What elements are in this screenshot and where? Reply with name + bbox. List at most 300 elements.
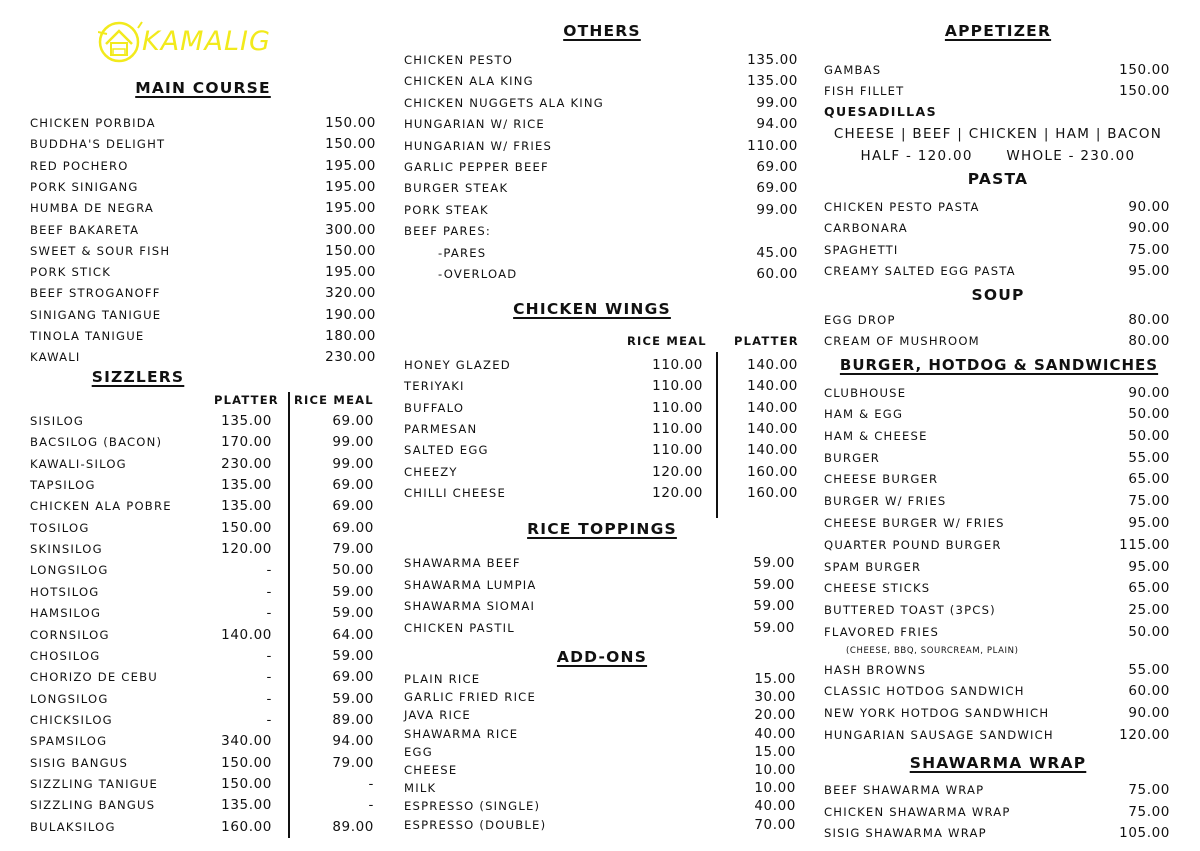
menu-item-name: SPAM BURGER: [824, 560, 922, 574]
menu-item: [30, 178, 376, 196]
menu-item-name: TAPSILOG: [30, 478, 96, 492]
menu-item-price: 90.00: [1128, 220, 1170, 236]
menu-item-price-platter: -: [266, 562, 272, 578]
menu-item: [824, 470, 1172, 488]
menu-item: [824, 61, 1172, 79]
soup-title: SOUP: [971, 286, 1025, 304]
burgers-title: BURGER, HOTDOG & SANDWICHES: [839, 356, 1159, 374]
menu-item-name: CLASSIC HOTDOG SANDWICH: [824, 684, 1025, 698]
menu-item: [404, 244, 800, 262]
menu-item-price-rice: 69.00: [332, 520, 374, 536]
menu-item-price: 95.00: [1128, 559, 1170, 575]
menu-item-name: BUFFALO: [404, 401, 465, 415]
menu-item-price: 80.00: [1128, 312, 1170, 328]
menu-item-name: SISILOG: [30, 414, 85, 428]
menu-item-price-platter: 140.00: [747, 357, 798, 373]
menu-item-price: 69.00: [756, 159, 798, 175]
menu-item: [30, 604, 376, 622]
menu-item-price-rice: 79.00: [332, 755, 374, 771]
menu-item-name: BURGER STEAK: [404, 181, 509, 195]
menu-item: [824, 405, 1172, 423]
menu-item-price-platter: -: [266, 584, 272, 600]
menu-item-name: BURGER W/ FRIES: [824, 494, 947, 508]
menu-item: [824, 661, 1172, 679]
menu-item: [824, 449, 1172, 467]
menu-item: [30, 284, 376, 302]
menu-item-price: 95.00: [1128, 515, 1170, 531]
menu-item-price: 150.00: [1119, 62, 1170, 78]
menu-item-price: 150.00: [325, 136, 376, 152]
menu-item-price: 59.00: [753, 577, 795, 593]
add-ons-title: ADD-ONS: [556, 648, 648, 666]
menu-item: [404, 761, 800, 779]
menu-item-price: 75.00: [1128, 804, 1170, 820]
menu-item-price: 45.00: [756, 245, 798, 261]
menu-item-name: CHEESE BURGER: [824, 472, 939, 486]
shawarma-wrap-title: SHAWARMA WRAP: [909, 754, 1087, 772]
menu-item: [404, 201, 800, 219]
menu-item: [404, 463, 800, 481]
menu-item: [30, 732, 376, 750]
menu-item-price: 135.00: [747, 52, 798, 68]
menu-item: [30, 818, 376, 836]
menu-item-price: 59.00: [753, 598, 795, 614]
menu-item-name: CHICKEN PESTO PASTA: [824, 200, 980, 214]
menu-item-name: CHICKEN ALA POBRE: [30, 499, 172, 513]
menu-item-name: PLAIN RICE: [404, 672, 481, 686]
menu-item-price-platter: 150.00: [221, 776, 272, 792]
menu-item: [824, 601, 1172, 619]
menu-item-price-platter: 140.00: [747, 442, 798, 458]
menu-item-name: TINOLA TANIGUE: [30, 329, 145, 343]
menu-item-price: 150.00: [325, 115, 376, 131]
menu-item: [404, 265, 800, 283]
menu-item-name: QUARTER POUND BURGER: [824, 538, 1002, 552]
menu-item-price: 50.00: [1128, 624, 1170, 640]
menu-item-price: 60.00: [1128, 683, 1170, 699]
menu-item: [404, 597, 800, 615]
menu-item-name: TOSILOG: [30, 521, 90, 535]
menu-item-price-rice: 69.00: [332, 477, 374, 493]
menu-item-name: BACSILOG (BACON): [30, 435, 163, 449]
menu-item-price: 195.00: [325, 179, 376, 195]
menu-item-name: CREAMY SALTED EGG PASTA: [824, 264, 1016, 278]
menu-item-price: 75.00: [1128, 493, 1170, 509]
menu-item-price-platter: 135.00: [221, 413, 272, 429]
menu-item-price-platter: -: [266, 605, 272, 621]
appetizer-title: APPETIZER: [944, 22, 1052, 40]
menu-item-price-rice: 110.00: [652, 357, 703, 373]
menu-item-price: 10.00: [754, 762, 796, 778]
menu-item-name: FLAVORED FRIES: [824, 625, 940, 639]
menu-item-price-platter: -: [266, 691, 272, 707]
menu-item: [824, 198, 1172, 216]
menu-item: [30, 348, 376, 366]
menu-item-name: CHEESE STICKS: [824, 581, 931, 595]
menu-item-name: CHICKEN PESTO: [404, 53, 514, 67]
menu-item-name: PARMESAN: [404, 422, 478, 436]
menu-item: [824, 623, 1172, 641]
chicken-wings-title: CHICKEN WINGS: [513, 300, 671, 318]
menu-item-name: HOTSILOG: [30, 585, 100, 599]
menu-item: [30, 476, 376, 494]
menu-item-price-rice: 79.00: [332, 541, 374, 557]
menu-item-price-rice: 69.00: [332, 413, 374, 429]
menu-item-price-rice: 89.00: [332, 819, 374, 835]
menu-item-name: -OVERLOAD: [438, 267, 518, 281]
menu-item: [824, 492, 1172, 510]
menu-item: [30, 135, 376, 153]
menu-item-name: CHOSILOG: [30, 649, 101, 663]
menu-item-name: HAM & CHEESE: [824, 429, 928, 443]
menu-item: [404, 619, 800, 637]
menu-item: [30, 561, 376, 579]
menu-item: [824, 682, 1172, 700]
menu-item-name: GAMBAS: [824, 63, 882, 77]
menu-item-name: CHICKEN SHAWARMA WRAP: [824, 805, 1011, 819]
menu-item-name: CHICKEN PASTIL: [404, 621, 515, 635]
menu-item-price-platter: 140.00: [747, 421, 798, 437]
menu-item-price: 10.00: [754, 780, 796, 796]
menu-item: [404, 420, 800, 438]
menu-item-price: 320.00: [325, 285, 376, 301]
menu-item-price-platter: 230.00: [221, 456, 272, 472]
menu-item: [30, 412, 376, 430]
menu-item-price-platter: 135.00: [221, 477, 272, 493]
menu-item-name: PORK SINIGANG: [30, 180, 139, 194]
menu-item: [404, 725, 800, 743]
menu-item-price: 40.00: [754, 798, 796, 814]
quesadillas-label: QUESADILLAS: [824, 104, 938, 119]
menu-item: [404, 706, 800, 724]
menu-item: [30, 327, 376, 345]
menu-item: [404, 399, 800, 417]
house-icon: [98, 20, 144, 66]
menu-item: [824, 219, 1172, 237]
menu-item: [824, 824, 1172, 842]
wings-platter-header: PLATTER: [734, 334, 799, 348]
menu-item-name: MILK: [404, 781, 437, 795]
menu-item-name: BEEF STROGANOFF: [30, 286, 161, 300]
menu-item-name: SHAWARMA RICE: [404, 727, 519, 741]
menu-item-name: SIZZLING TANIGUE: [30, 777, 159, 791]
menu-item: [824, 536, 1172, 554]
menu-item-price-rice: 110.00: [652, 421, 703, 437]
menu-item-price: 195.00: [325, 158, 376, 174]
menu-item: [30, 796, 376, 814]
menu-item: [30, 433, 376, 451]
menu-item-price-rice: 110.00: [652, 378, 703, 394]
menu-item-price: 75.00: [1128, 782, 1170, 798]
menu-item-price-rice: -: [368, 797, 374, 813]
menu-item-price-rice: 99.00: [332, 434, 374, 450]
menu-item-price-platter: 160.00: [221, 819, 272, 835]
menu-item: [824, 427, 1172, 445]
menu-item-name: LONGSILOG: [30, 563, 109, 577]
menu-item-price: 65.00: [1128, 580, 1170, 596]
menu-item: [30, 690, 376, 708]
menu-item-name: BEEF BAKARETA: [30, 223, 140, 237]
menu-item: [30, 157, 376, 175]
menu-item-name: HAMSILOG: [30, 606, 102, 620]
menu-item-name: TERIYAKI: [404, 379, 465, 393]
menu-item-name: SISIG BANGUS: [30, 756, 129, 770]
sizzlers-rice-header: RICE MEAL: [294, 393, 374, 407]
menu-item-price: 15.00: [754, 671, 796, 687]
menu-item-price: 69.00: [756, 180, 798, 196]
menu-item-name: BURGER: [824, 451, 881, 465]
menu-item: [824, 262, 1172, 280]
menu-item-price: 50.00: [1128, 428, 1170, 444]
menu-item: [824, 803, 1172, 821]
menu-item-price: 40.00: [754, 726, 796, 742]
menu-item-name: CHICKSILOG: [30, 713, 113, 727]
menu-item: [30, 711, 376, 729]
menu-item-price: 115.00: [1119, 537, 1170, 553]
menu-item-price-rice: 110.00: [652, 400, 703, 416]
menu-item-name: CHEESE BURGER W/ FRIES: [824, 516, 1005, 530]
menu-item-name: HONEY GLAZED: [404, 358, 511, 372]
menu-item-price-platter: 150.00: [221, 755, 272, 771]
menu-item: [30, 540, 376, 558]
menu-item-name: CARBONARA: [824, 221, 908, 235]
menu-item: [404, 377, 800, 395]
menu-item-name: CLUBHOUSE: [824, 386, 907, 400]
menu-item-name: HUNGARIAN W/ RICE: [404, 117, 545, 131]
menu-item-name: PORK STEAK: [404, 203, 489, 217]
menu-item-price-platter: 135.00: [221, 797, 272, 813]
menu-item: [404, 779, 800, 797]
menu-item-name: KAWALI: [30, 350, 81, 364]
menu-item: [30, 668, 376, 686]
menu-item-name: SALTED EGG: [404, 443, 489, 457]
menu-item-price-rice: 99.00: [332, 456, 374, 472]
menu-item-price-rice: 69.00: [332, 669, 374, 685]
menu-item: [404, 670, 800, 688]
menu-item: [404, 554, 800, 572]
menu-item-name: HAM & EGG: [824, 407, 904, 421]
menu-item-price: 230.00: [325, 349, 376, 365]
menu-item-price: 90.00: [1128, 199, 1170, 215]
menu-item-name: NEW YORK HOTDOG SANDWHICH: [824, 706, 1050, 720]
menu-item-price-platter: -: [266, 712, 272, 728]
menu-item-name: JAVA RICE: [404, 708, 471, 722]
menu-item-price: 80.00: [1128, 333, 1170, 349]
menu-item-price-platter: -: [266, 648, 272, 664]
menu-item-price-rice: 50.00: [332, 562, 374, 578]
menu-item-price-rice: 59.00: [332, 605, 374, 621]
menu-item-name: -PARES: [438, 246, 487, 260]
menu-item-name: CHICKEN ALA KING: [404, 74, 534, 88]
quesadillas-options: CHEESE | BEEF | CHICKEN | HAM | BACON: [833, 126, 1163, 142]
menu-item-name: LONGSILOG: [30, 692, 109, 706]
menu-item-name: ESPRESSO (SINGLE): [404, 799, 541, 813]
menu-item-price-rice: 120.00: [652, 485, 703, 501]
menu-item: [404, 137, 800, 155]
menu-item-price-rice: 120.00: [652, 464, 703, 480]
menu-item: [404, 743, 800, 761]
menu-item-name: PORK STICK: [30, 265, 112, 279]
menu-item-name: CORNSILOG: [30, 628, 110, 642]
menu-item: [30, 455, 376, 473]
sizzlers-platter-header: PLATTER: [214, 393, 279, 407]
menu-item-name: SPAGHETTI: [824, 243, 899, 257]
menu-item: [824, 579, 1172, 597]
menu-item-name: BUTTERED TOAST (3PCS): [824, 603, 996, 617]
menu-item-name: SKINSILOG: [30, 542, 103, 556]
brand-logo: [98, 20, 278, 66]
menu-item-price: 180.00: [325, 328, 376, 344]
menu-item-name: GARLIC PEPPER BEEF: [404, 160, 549, 174]
menu-item-price-platter: 170.00: [221, 434, 272, 450]
menu-item-name: CREAM OF MUSHROOM: [824, 334, 980, 348]
menu-item-price-platter: 160.00: [747, 464, 798, 480]
menu-item: [824, 704, 1172, 722]
menu-item: [30, 263, 376, 281]
menu-item-name: SIZZLING BANGUS: [30, 798, 156, 812]
menu-item-name: BEEF PARES:: [404, 224, 491, 238]
menu-item-name: HUNGARIAN SAUSAGE SANDWICH: [824, 728, 1054, 742]
menu-item-name: SHAWARMA SIOMAI: [404, 599, 536, 613]
menu-item-price: 90.00: [1128, 705, 1170, 721]
sizzlers-title: SIZZLERS: [91, 368, 185, 386]
menu-item-name: CHILLI CHEESE: [404, 486, 507, 500]
menu-item: [30, 114, 376, 132]
menu-item-price-platter: 120.00: [221, 541, 272, 557]
menu-item-name: RED POCHERO: [30, 159, 129, 173]
menu-item-price: 30.00: [754, 689, 796, 705]
menu-item: [30, 306, 376, 324]
menu-item-price: 50.00: [1128, 406, 1170, 422]
menu-item: [824, 558, 1172, 576]
menu-item-price-platter: 140.00: [747, 400, 798, 416]
menu-item-price: 90.00: [1128, 385, 1170, 401]
menu-item-name: SWEET & SOUR FISH: [30, 244, 171, 258]
menu-item: [404, 72, 800, 90]
menu-item-price: 99.00: [756, 202, 798, 218]
menu-item-name: FISH FILLET: [824, 84, 905, 98]
menu-item-price: 120.00: [1119, 727, 1170, 743]
rice-toppings-title: RICE TOPPINGS: [527, 520, 677, 538]
menu-item: [30, 519, 376, 537]
menu-item-name: ESPRESSO (DOUBLE): [404, 818, 547, 832]
menu-item: [404, 816, 800, 834]
menu-item: [30, 221, 376, 239]
flavored-fries-note: (CHEESE, BBQ, SOURCREAM, PLAIN): [846, 646, 1019, 656]
menu-item: [404, 179, 800, 197]
menu-item-price: 135.00: [747, 73, 798, 89]
menu-item: [404, 484, 800, 502]
menu-item-price: 150.00: [1119, 83, 1170, 99]
menu-item-name: SISIG SHAWARMA WRAP: [824, 826, 987, 840]
menu-item-name: CHORIZO DE CEBU: [30, 670, 158, 684]
menu-item-name: EGG: [404, 745, 433, 759]
menu-item: [824, 514, 1172, 532]
wings-rice-header: RICE MEAL: [627, 334, 707, 348]
menu-item: [404, 441, 800, 459]
menu-item-price: 25.00: [1128, 602, 1170, 618]
menu-item: [404, 158, 800, 176]
menu-item-price-platter: 160.00: [747, 485, 798, 501]
menu-item-price: 75.00: [1128, 242, 1170, 258]
quesadillas-prices: HALF - 120.00 WHOLE - 230.00: [860, 148, 1136, 164]
menu-item-name: BEEF SHAWARMA WRAP: [824, 783, 985, 797]
menu-item: [30, 754, 376, 772]
menu-item: [30, 199, 376, 217]
menu-item-name: SPAMSILOG: [30, 734, 108, 748]
menu-item: [404, 356, 800, 374]
menu-item-price-rice: 110.00: [652, 442, 703, 458]
menu-item: [404, 51, 800, 69]
menu-item-price-rice: 64.00: [332, 627, 374, 643]
main-course-title: MAIN COURSE: [135, 79, 271, 97]
menu-item-name: SHAWARMA LUMPIA: [404, 578, 537, 592]
menu-item: [824, 82, 1172, 100]
menu-item-price: 190.00: [325, 307, 376, 323]
menu-item-price: 95.00: [1128, 263, 1170, 279]
menu-item-price: 94.00: [756, 116, 798, 132]
menu-item-price: 65.00: [1128, 471, 1170, 487]
menu-item: [30, 626, 376, 644]
menu-item-price-rice: 69.00: [332, 498, 374, 514]
menu-item-price: 55.00: [1128, 662, 1170, 678]
menu-item-price: 20.00: [754, 707, 796, 723]
menu-item-price-platter: 150.00: [221, 520, 272, 536]
menu-item: [404, 797, 800, 815]
menu-item-price-rice: 59.00: [332, 584, 374, 600]
menu-item: [824, 726, 1172, 744]
menu-item-name: EGG DROP: [824, 313, 896, 327]
brand-name: KAMALIG: [142, 26, 271, 57]
pasta-title: PASTA: [967, 170, 1029, 188]
menu-item-name: SHAWARMA BEEF: [404, 556, 521, 570]
menu-item: [824, 384, 1172, 402]
others-title: OTHERS: [563, 22, 641, 40]
menu-item-price: 105.00: [1119, 825, 1170, 841]
menu-item-price: 99.00: [756, 95, 798, 111]
menu-item-price: 55.00: [1128, 450, 1170, 466]
menu-item-name: KAWALI-SILOG: [30, 457, 127, 471]
menu-item: [824, 241, 1172, 259]
menu-item-name: CHEESE: [404, 763, 458, 777]
menu-item-price-rice: 94.00: [332, 733, 374, 749]
menu-item: [824, 311, 1172, 329]
menu-item-price: 195.00: [325, 264, 376, 280]
menu-item-name: SINIGANG TANIGUE: [30, 308, 162, 322]
menu-item: [404, 222, 800, 240]
menu-item: [824, 781, 1172, 799]
menu-item-price: 150.00: [325, 243, 376, 259]
menu-item: [404, 94, 800, 112]
menu-item-price: 59.00: [753, 555, 795, 571]
menu-item-name: CHICKEN PORBIDA: [30, 116, 156, 130]
menu-item-price-rice: 59.00: [332, 648, 374, 664]
menu-item-name: CHEEZY: [404, 465, 458, 479]
menu-item: [404, 115, 800, 133]
menu-item-name: HUNGARIAN W/ FRIES: [404, 139, 553, 153]
menu-item: [404, 576, 800, 594]
menu-item-price: 110.00: [747, 138, 798, 154]
menu-item-price-platter: 340.00: [221, 733, 272, 749]
menu-item: [30, 242, 376, 260]
menu-item: [824, 332, 1172, 350]
menu-item-name: HUMBA DE NEGRA: [30, 201, 155, 215]
menu-item-name: GARLIC FRIED RICE: [404, 690, 537, 704]
menu-item-name: BULAKSILOG: [30, 820, 116, 834]
menu-item-name: CHICKEN NUGGETS ALA KING: [404, 96, 604, 110]
menu-item-price: 59.00: [753, 620, 795, 636]
menu-item-price-platter: 140.00: [747, 378, 798, 394]
